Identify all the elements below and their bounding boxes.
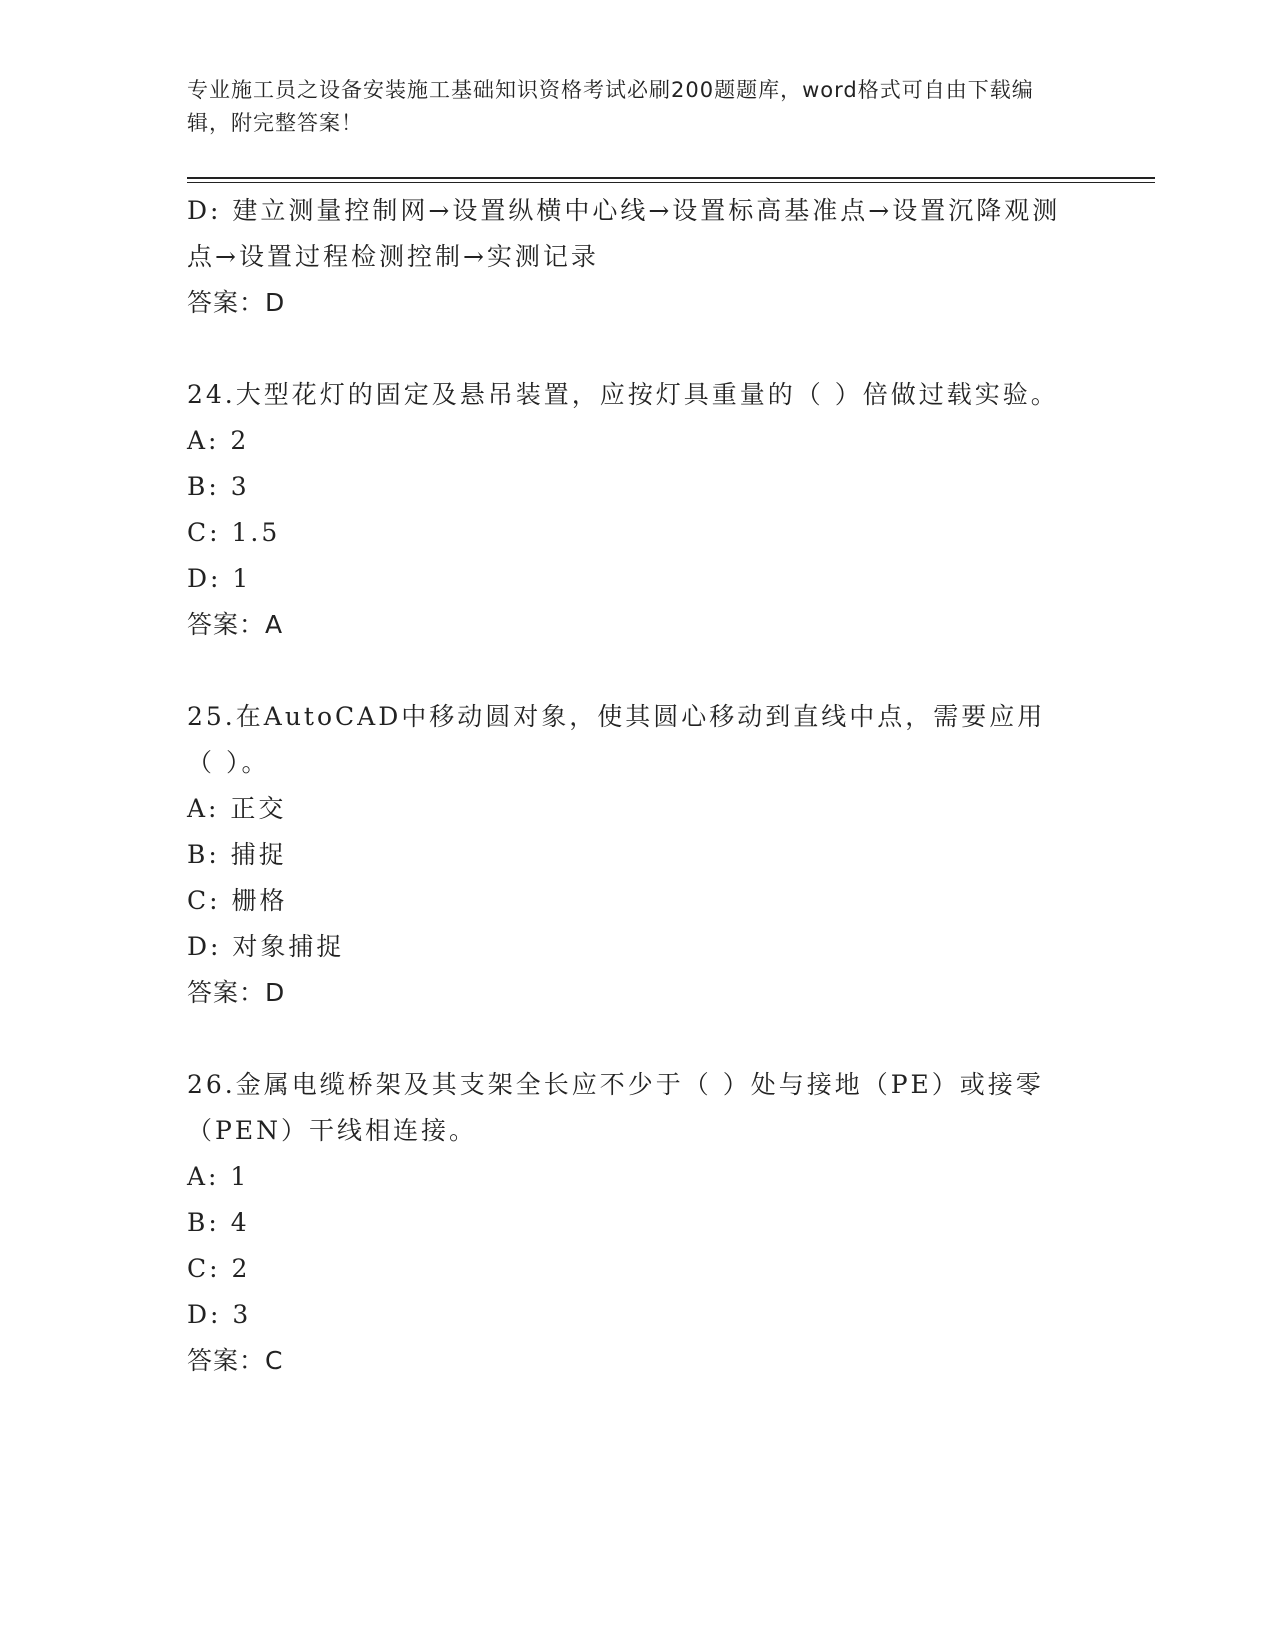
question-stem: 26.金属电缆桥架及其支架全长应不少于（ ）处与接地（PE）或接零（PEN）干线相连接。 [187, 1070, 1044, 1145]
answer-line: 答案：D [187, 978, 286, 1007]
option-d: D: 3 [187, 1300, 252, 1329]
option-a: A: 2 [187, 426, 250, 455]
question-list [187, 188, 1067, 1384]
question-stem: 24.大型花灯的固定及悬吊装置，应按灯具重量的（ ）倍做过载实验。 [187, 380, 1059, 409]
header-divider-thin [187, 182, 1155, 183]
question-25 [187, 694, 1067, 1016]
question-24 [187, 372, 1067, 648]
option-b: B: 捕捉 [187, 840, 287, 869]
option-d: D: 对象捕捉 [187, 932, 345, 961]
header-divider-thick [187, 177, 1155, 179]
document-header: 专业施工员之设备安装施工基础知识资格考试必刷200题题库，word格式可自由下载编辑，附完整答案！ [187, 78, 1034, 135]
option-c: C: 栅格 [187, 886, 288, 915]
answer-line: 答案：D [187, 288, 286, 317]
option-a: A: 正交 [187, 794, 287, 823]
option-d: D: 1 [187, 564, 252, 593]
option-d: D: 建立测量控制网→设置纵横中心线→设置标高基准点→设置沉降观测点→设置过程检测控制→实测记录 [187, 196, 1061, 271]
question-23-tail [187, 188, 1067, 326]
question-stem: 25.在AutoCAD中移动圆对象，使其圆心移动到直线中点，需要应用（ ）。 [187, 702, 1046, 777]
question-spacer [187, 1016, 1067, 1062]
question-spacer [187, 648, 1067, 694]
option-c: C: 2 [187, 1254, 251, 1283]
option-b: B: 3 [187, 472, 250, 501]
answer-line: 答案：C [187, 1346, 284, 1375]
question-26 [187, 1062, 1067, 1384]
answer-line: 答案：A [187, 610, 284, 639]
question-spacer [187, 326, 1067, 372]
option-b: B: 4 [187, 1208, 250, 1237]
option-c: C: 1.5 [187, 518, 281, 547]
option-a: A: 1 [187, 1162, 250, 1191]
